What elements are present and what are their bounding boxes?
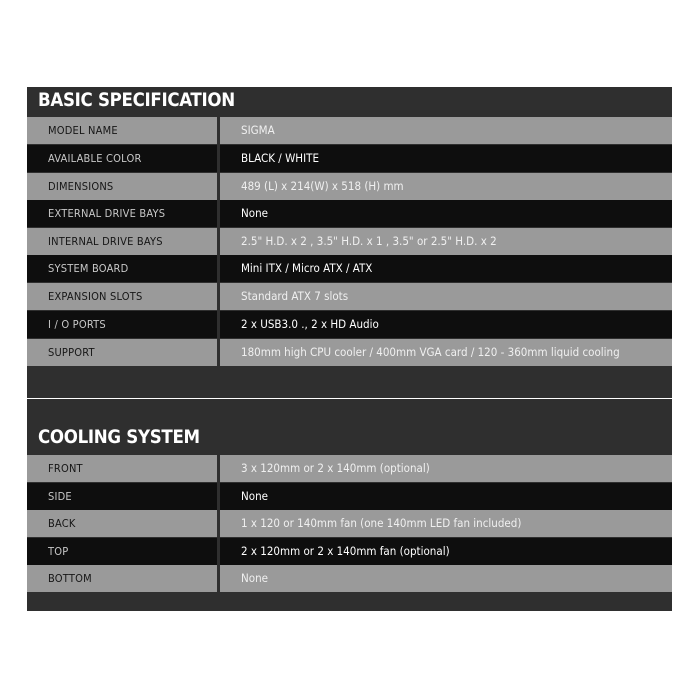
spec-label: MODEL NAME bbox=[48, 124, 118, 137]
spec-value: None bbox=[241, 489, 268, 503]
spec-label: AVAILABLE COLOR bbox=[48, 152, 142, 165]
spec-value: SIGMA bbox=[241, 123, 275, 137]
spec-value: Mini ITX / Micro ATX / ATX bbox=[241, 261, 373, 275]
spec-value: None bbox=[241, 571, 268, 585]
spec-label: EXPANSION SLOTS bbox=[48, 290, 143, 303]
spec-label: INTERNAL DRIVE BAYS bbox=[48, 235, 163, 248]
spec-label: FRONT bbox=[48, 462, 83, 475]
spec-value: 2 x USB3.0 ., 2 x HD Audio bbox=[241, 317, 379, 331]
spec-row-available-color bbox=[27, 145, 672, 172]
spec-value: 489 (L) x 214(W) x 518 (H) mm bbox=[241, 179, 404, 193]
spec-row-model-name bbox=[27, 117, 672, 144]
spec-label: SUPPORT bbox=[48, 346, 95, 359]
spec-value: 3 x 120mm or 2 x 140mm (optional) bbox=[241, 461, 430, 475]
spec-value: 1 x 120 or 140mm fan (one 140mm LED fan included) bbox=[241, 516, 522, 530]
spec-label: SIDE bbox=[48, 490, 72, 503]
spec-row-internal-drive-bays bbox=[27, 228, 672, 255]
spec-label: EXTERNAL DRIVE BAYS bbox=[48, 207, 166, 220]
cooling-system-panel bbox=[27, 399, 672, 611]
cooling-system-title: COOLING SYSTEM bbox=[38, 427, 200, 448]
spec-value: Standard ATX 7 slots bbox=[241, 289, 349, 303]
spec-row-io-ports bbox=[27, 311, 672, 338]
spec-value: 2 x 120mm or 2 x 140mm fan (optional) bbox=[241, 544, 450, 558]
spec-row-dimensions bbox=[27, 173, 672, 200]
spec-row-external-drive-bays bbox=[27, 200, 672, 227]
spec-label: BOTTOM bbox=[48, 572, 92, 585]
spec-row-expansion-slots bbox=[27, 283, 672, 310]
spec-row-back bbox=[27, 510, 672, 537]
spec-value: None bbox=[241, 206, 268, 220]
spec-value: 2.5" H.D. x 2 , 3.5" H.D. x 1 , 3.5" or 2.5" H.D. x 2 bbox=[241, 234, 497, 248]
basic-specification-panel bbox=[27, 87, 672, 398]
spec-label: I / O PORTS bbox=[48, 318, 106, 331]
spec-label: SYSTEM BOARD bbox=[48, 262, 129, 275]
spec-row-system-board bbox=[27, 255, 672, 282]
spec-row-bottom bbox=[27, 565, 672, 592]
spec-row-top bbox=[27, 538, 672, 565]
spec-value: 180mm high CPU cooler / 400mm VGA card / 120 - 360mm liquid cooling bbox=[241, 345, 620, 359]
spec-label: BACK bbox=[48, 517, 76, 530]
spec-label: TOP bbox=[48, 545, 69, 558]
spec-row-side bbox=[27, 483, 672, 510]
spec-label: DIMENSIONS bbox=[48, 180, 114, 193]
spec-row-support bbox=[27, 339, 672, 366]
spec-value: BLACK / WHITE bbox=[241, 151, 319, 165]
basic-specification-title: BASIC SPECIFICATION bbox=[38, 90, 235, 111]
spec-row-front bbox=[27, 455, 672, 482]
